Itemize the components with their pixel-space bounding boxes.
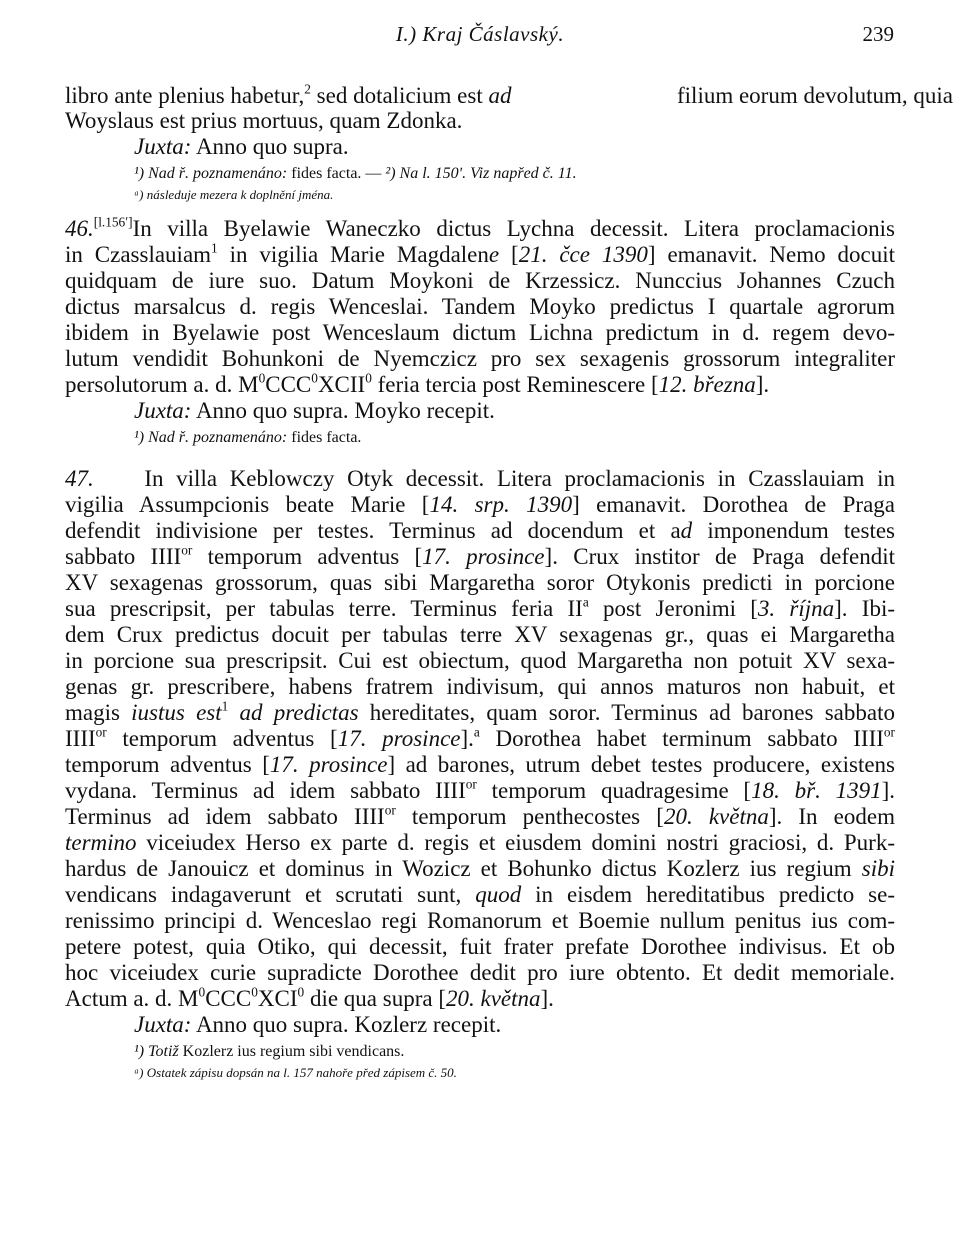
entry-number: 47. xyxy=(65,466,94,491)
text-line: ibidem in Byelawie post Wenceslaum dictum Lichna predictum in d. regem devo- xyxy=(65,320,895,345)
text-line: persolutorum a. d. $M^0CCC^0XCII^0$ feria tercia post Reminescere [12. března]. xyxy=(65,370,770,397)
text-line: Actum a. d. $M^0CCC^0XCI^0$ die qua supra [20. května]. xyxy=(65,984,554,1011)
text-line: vendicans indagaverunt et scrutati sunt, quod in eisdem hereditatibus predicto se- xyxy=(65,882,895,907)
text-line: hoc viceiudex curie supradicte Dorothee dedit pro iure obtento. Et dedit memoriale. xyxy=(65,960,895,985)
text-line: dem Crux predictus docuit per tabulas terre XV sexagenas gr., quas ei Margaretha xyxy=(65,622,895,647)
folio-ref: [l.156ʹ] xyxy=(93,214,133,230)
text-line: in porcione sua prescripsit. Cui est obiectum, quod Margaretha non potuit XV sexa- xyxy=(65,648,895,673)
entry-number: 46. xyxy=(65,216,94,241)
text-line: Terminus ad idem sabbato $IIII^{or}$ temporum penthecostes [20. května]. In eodem xyxy=(65,802,895,829)
footnote: ¹) Nad ř. poznamenáno: fides facta. xyxy=(134,429,362,446)
text-line: sua prescripsit, per tabulas terre. Terminus feria $II^a$ post Jeronimi [3. října]. Ibi- xyxy=(65,594,895,621)
text-line: 47. In villa Keblowczy Otyk decessit. Litera proclamacionis in Czasslauiam in xyxy=(65,466,895,491)
text-line: magis iustus est$^1$ ad predictas hereditates, quam soror. Terminus ad barones sabbato xyxy=(65,698,895,725)
text-line: in Czasslauiam$^1$ in vigilia Marie Magdalene [21. čce 1390] emanavit. Nemo docuit xyxy=(65,240,895,267)
juxta-line: Juxta: Anno quo supra. Kozlerz recepit. xyxy=(134,1012,502,1037)
text-line: vydana. Terminus ad idem sabbato $IIII^{or}$ temporum quadragesime [18. bř. 1391]. xyxy=(65,776,896,803)
text-line: vigilia Assumpcionis beate Marie [14. srp. 1390] emanavit. Dorothea de Praga xyxy=(65,492,896,517)
footnote: ¹) Totiž Kozlerz ius regium sibi vendicans. xyxy=(134,1043,405,1060)
text-line: termino viceiudex Herso ex parte d. regis et eiusdem domini nostri graciosi, d. Purk- xyxy=(65,830,895,855)
text-line: temporum adventus [17. prosince] ad barones, utrum debet testes producere, existens xyxy=(65,752,895,777)
juxta-line: Juxta: Anno quo supra. Moyko recepit. xyxy=(134,398,495,423)
page-number: 239 xyxy=(862,22,894,46)
footnote: ᵃ) Ostatek zápisu dopsán na l. 157 nahoře před zápisem č. 50. xyxy=(134,1065,457,1080)
text-line: defendit indivisione per testes. Terminus ad docendum et ad imponendum testes xyxy=(65,518,895,543)
running-header-title: I.) Kraj Čáslavský. xyxy=(395,22,565,46)
text-line: renissimo principi d. Wenceslao regi Romanorum et Boemie nullum penitus ius com- xyxy=(65,908,895,933)
text-line: quidquam de iure suo. Datum Moykoni de Krzessicz. Nunccius Johannes Czuch xyxy=(65,268,895,293)
text-line: dictus marsalcus d. regis Wenceslai. Tandem Moyko predictus I quartale agrorum xyxy=(65,294,895,319)
juxta-line: Juxta: Anno quo supra. xyxy=(134,134,349,159)
text-line: genas gr. prescribere, habens fratrem indivisum, qui annos maturos non habuit, et xyxy=(65,674,895,699)
text-line: sabbato $IIII^{or}$ temporum adventus [17. prosince]. Crux institor de Praga defendit xyxy=(65,542,895,569)
text-line: hardus de Janouicz et dominus in Wozicz et Bohunko dictus Kozlerz ius regium sibi xyxy=(65,856,895,881)
text-line: petere potest, quia Otiko, qui decessit, fuit frater prefate Dorothee indivisus. Et ob xyxy=(65,934,895,959)
footnote: ᵃ) následuje mezera k doplnění jména. xyxy=(134,187,334,202)
text-line: lutum vendidit Bohunkoni de Nyemczicz pro sex sexagenis grossorum integraliter xyxy=(65,346,895,371)
text-line: 46.[l.156ʹ]In villa Byelawie Waneczko dictus Lychna decessit. Litera proclamacionis xyxy=(65,214,895,241)
text-line: Woyslaus est prius mortuus, quam Zdonka. xyxy=(65,108,463,133)
text-line: libro ante plenius habetur,$^2$ sed dotalicium est ad filium eorum devolutum, quia xyxy=(65,81,953,108)
footnote: ¹) Nad ř. poznamenáno: fides facta. — ²) Na l. 150ʹ. Viz napřed č. 11. xyxy=(134,165,577,182)
text-line: $IIII^{or}$ temporum adventus [17. prosince].$^a$ Dorothea habet terminum sabbato $IIII^{or}$ xyxy=(65,724,895,751)
text-line: XV sexagenas grossorum, quas sibi Margaretha soror Otykonis predicti in porcione xyxy=(65,570,895,595)
